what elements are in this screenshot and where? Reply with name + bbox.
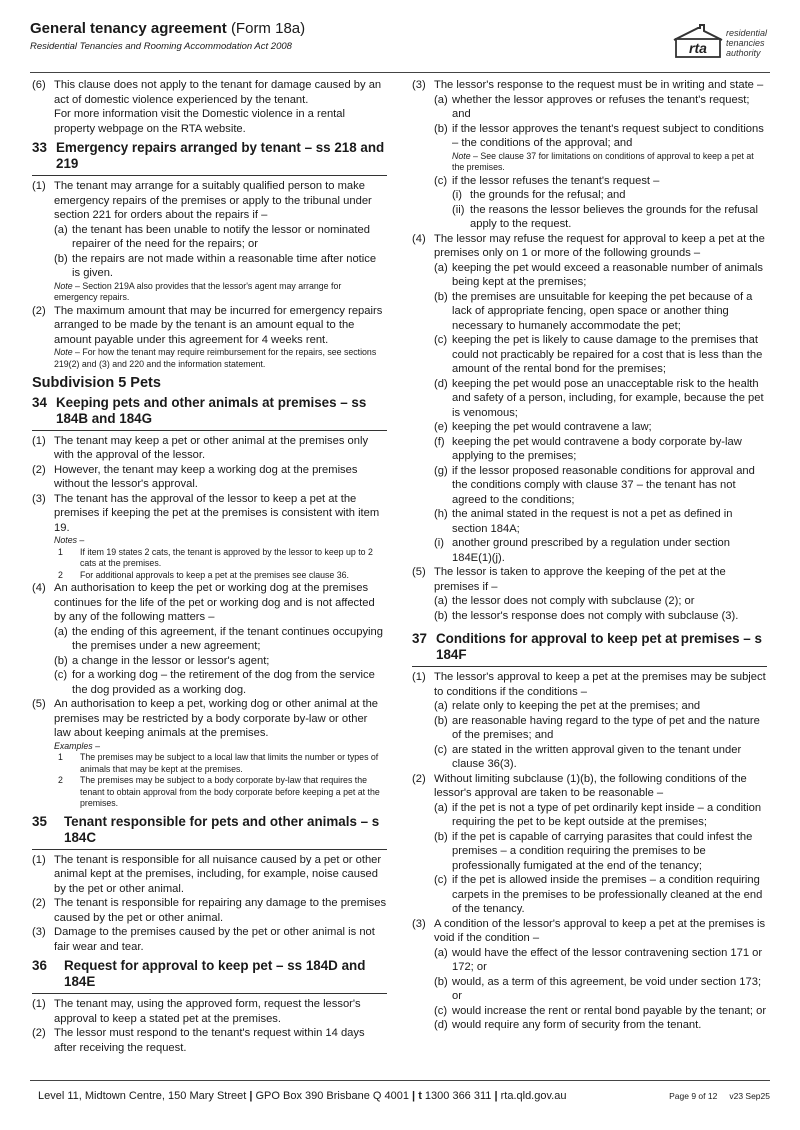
clause-36-4i: (i) another ground prescribed by a regulation under section 184E(1)(j). <box>434 537 731 564</box>
clause-36-4e: (e) keeping the pet would contravene a law; <box>434 421 652 433</box>
clause-32-6: (6) This clause does not apply to the tenant for damage caused by an act of domestic violence experienced by the tenant. <box>32 79 382 106</box>
clause-37-3b: (b) would, as a term of this agreement, be void under section 173; or <box>434 975 762 1002</box>
clause-35-3: (3) Damage to the premises caused by the pet or other animal is not fair wear and tear. <box>32 926 375 953</box>
clause-34-1: (1) The tenant may keep a pet or other animal at the premises only with the approval of the lessor. <box>32 434 369 461</box>
clause-33-note-2: Note – For how the tenant may require reimbursement for the repairs, see sections 219(2) and (3) and 220 and the information statement. <box>54 347 377 369</box>
clause-36-3: (3) The lessor's response to the request must be in writing and state – <box>412 79 764 91</box>
clause-37-3: (3) A condition of the lessor's approval to keep a pet at the premises is void if the condition – <box>412 917 766 944</box>
clause-35-1: (1) The tenant is responsible for all nuisance caused by a pet or other animal kept at the premises, including, for example, noise caused by the pet or other animal. <box>32 853 382 895</box>
clause-34-examples-label: Examples – <box>54 740 100 751</box>
clause-37-3d: (d) would require any form of security from the tenant. <box>434 1019 702 1031</box>
clause-37-3c: (c) would increase the rent or rental bond payable by the tenant; or <box>434 1004 767 1017</box>
clause-36-3c-i: (i) the grounds for the refusal; and <box>452 189 626 201</box>
clause-34-example-1: 1 The premises may be subject to a local law that limits the number or types of animals that may be kept at the premises. <box>58 752 379 774</box>
left-column <box>32 78 387 1055</box>
clause-37-1a: (a) relate only to keeping the pet at the premises; and <box>434 700 701 712</box>
footer-po-box: GPO Box 390 Brisbane Q 4001 <box>255 1090 409 1102</box>
version-label: v23 Sep25 <box>729 1091 770 1101</box>
clause-34-notes-label: Notes – <box>54 535 85 545</box>
clause-36-5a: (a) the lessor does not comply with subclause (2); or <box>434 595 695 607</box>
clause-34-3: (3) The tenant has the approval of the lessor to keep a pet at the premises if keeping the pet at the premises is consistent with item 19. <box>32 492 380 534</box>
clause-34-4c: (c) for a working dog – the retirement of the dog from the service the dog provided as a working dog. <box>54 669 375 696</box>
clause-34-2: (2) However, the tenant may keep a working dog at the premises without the lessor's approval. <box>32 463 358 490</box>
form-number: (Form 18a) <box>230 20 306 37</box>
right-column <box>412 78 767 1033</box>
clause-33-2: (2) The maximum amount that may be incurred for emergency repairs arranged to be made by the tenant is an amount equal to the amount payable under this agreement for 4 weeks rent. <box>32 304 383 346</box>
header-rule <box>30 72 770 73</box>
clause-34-4a: (a) the ending of this agreement, if the tenant continues occupying the premises under a new agreement; <box>54 625 383 652</box>
page-header <box>30 20 770 72</box>
house-logo-icon <box>670 22 726 62</box>
clause-36-5: (5) The lessor is taken to approve the keeping of the pet at the premises if – <box>412 566 726 593</box>
clause-36-3c-ii: (ii) the reasons the lessor believes the grounds for the refusal apply to the request. <box>452 203 758 230</box>
clause-36-3b: (b) if the lessor approves the tenant's request subject to conditions – the conditions of the approval; and <box>434 122 764 149</box>
clause-34-5: (5) An authorisation to keep a pet, working dog or other animal at the premises may be restricted by a body corporate by-law or other law about keeping animals at the premises. <box>32 698 379 739</box>
clause-34-note-1: 1 If item 19 states 2 cats, the tenant is approved by the lessor to keep up to 2 cats at the premises. <box>58 546 373 568</box>
clause-36-4a: (a) keeping the pet would exceed a reasonable number of animals being kept at the premises; <box>434 261 763 288</box>
clause-36-2: (2) The lessor must respond to the tenant's request within 14 days after receiving the request. <box>32 1027 365 1054</box>
clause-36-4f: (f) keeping the pet would contravene a body corporate by-law applying to the premises; <box>434 435 742 462</box>
clause-37-2a: (a) if the pet is not a type of pet ordinarily kept inside – a condition requiring the pet to be kept outside at the premises; <box>434 801 762 828</box>
clause-36-1: (1) The tenant may, using the approved form, request the lessor's approval to keep a stated pet at the premises. <box>32 998 361 1025</box>
clause-37-1c: (c) are stated in the written approval given to the tenant under clause 36(3). <box>434 743 742 770</box>
footer-phone: 1300 366 311 <box>424 1090 492 1102</box>
heading-clause-36: 36 Request for approval to keep pet – ss 184D and 184E <box>32 958 387 994</box>
page-number: Page 9 of 12 <box>669 1091 718 1101</box>
clause-34-note-2: 2 For additional approvals to keep a pet at the premises see clause 36. <box>58 569 349 580</box>
clause-36-3b-note: Note – See clause 37 for limitations on conditions of approval to keep a pet at the premises. <box>452 150 754 172</box>
clause-36-4d: (d) keeping the pet would pose an unacceptable risk to the health and safety of a person, including, for example, because the pet is venomous; <box>434 377 764 419</box>
clause-36-4b: (b) the premises are unsuitable for keeping the pet because of a lack of appropriate fencing, open space or another thing necessary to humanely accommodate the pet; <box>434 290 753 332</box>
clause-33-1b: (b) the repairs are not made within a reasonable time after notice is given. <box>54 252 377 279</box>
clause-36-4h: (h) the animal stated in the request is not a pet as defined in section 184A; <box>434 508 733 535</box>
logo-text: residential tenancies authority <box>726 28 768 58</box>
clause-36-4: (4) The lessor may refuse the request for approval to keep a pet at the premises only on 1 or more of the following grounds – <box>412 232 765 259</box>
clause-35-2: (2) The tenant is responsible for repairing any damage to the premises caused by the pet or other animal. <box>32 897 387 924</box>
clause-37-3a: (a) would have the effect of the lessor contravening section 171 or 172; or <box>434 946 763 973</box>
footer-address: Level 11, Midtown Centre, 150 Mary Street <box>38 1090 247 1102</box>
footer-phone-label: t <box>418 1090 422 1102</box>
clause-36-3c: (c) if the lessor refuses the tenant's request – <box>434 174 660 187</box>
rta-logo <box>670 22 770 66</box>
footer-rule <box>30 1080 770 1081</box>
heading-clause-37: 37 Conditions for approval to keep pet at premises – s 184F <box>412 631 767 667</box>
logo-mark: rta <box>689 40 707 56</box>
clause-33-note-1: Note – Section 219A also provides that the lessor's agent may arrange for emergency repairs. <box>54 280 342 302</box>
clause-36-3a: (a) whether the lessor approves or refuses the tenant's request; and <box>434 93 750 120</box>
footer-website[interactable]: rta.qld.gov.au <box>500 1090 567 1102</box>
clause-34-example-2: 2 The premises may be subject to a body corporate by-law that requires the tenant to obtain approval from the body corporate before keeping a pet at the premises. <box>58 775 380 808</box>
clause-36-5b: (b) the lessor's response does not comply with subclause (3). <box>434 609 739 622</box>
clause-37-2: (2) Without limiting subclause (1)(b), the following conditions of the lessor's approval are taken to be reasonable – <box>412 772 747 799</box>
subdivision-heading: Subdivision 5 Pets <box>32 375 161 391</box>
document-title: General tenancy agreement (Form 18a) <box>30 20 306 37</box>
page-footer: Level 11, Midtown Centre, 150 Mary Street | GPO Box 390 Brisbane Q 4001 | t 1300 366 311 | rta.qld.gov.au Page 9 of 12 v23 Sep25 <box>38 1090 770 1102</box>
clause-36-4c: (c) keeping the pet is likely to cause damage to the premises that could not practicably be repaired for a cost that is less than the amount of the rental bond for the premises; <box>434 334 763 375</box>
clause-34-4: (4) An authorisation to keep the pet or working dog at the premises continues for the life of the pet or working dog and is not affected by any of the following matters – <box>32 582 375 623</box>
act-name: Residential Tenancies and Rooming Accommodation Act 2008 <box>30 41 292 52</box>
clause-33-1a: (a) the tenant has been unable to notify the lessor or nominated repairer of the need for the repairs; or <box>54 223 370 250</box>
clause-37-2b: (b) if the pet is capable of carrying parasites that could infest the premises – a condition requiring the premises to be professionally fumigated at the end of the tenancy; <box>434 830 753 872</box>
heading-clause-35: 35 Tenant responsible for pets and other animals – s 184C <box>32 814 387 850</box>
heading-clause-33: 33 Emergency repairs arranged by tenant – ss 218 and 219 <box>32 140 387 176</box>
clause-37-1b: (b) are reasonable having regard to the type of pet and the nature of the premises; and <box>434 714 760 741</box>
clause-36-4g: (g) if the lessor proposed reasonable conditions for approval and the conditions comply with clause 37 – the tenant has not agreed to the conditions; <box>434 464 755 506</box>
clause-33-1: (1) The tenant may arrange for a suitably qualified person to make emergency repairs of the premises or apply to the tribunal under section 221 for orders about the repairs if – <box>32 180 372 221</box>
clause-34-4b: (b) a change in the lessor or lessor's agent; <box>54 654 270 667</box>
heading-clause-34: 34 Keeping pets and other animals at premises – ss 184B and 184G <box>32 395 387 431</box>
clause-37-2c: (c) if the pet is allowed inside the premises – a condition requiring carpets in the premises to be professionally cleaned at the end of the tenancy. <box>434 874 763 915</box>
clause-37-1: (1) The lessor's approval to keep a pet at the premises may be subject to conditions if the conditions – <box>412 671 766 698</box>
clause-32-6-info: For more information visit the Domestic violence in a rental property webpage on the RTA website. <box>54 108 345 135</box>
